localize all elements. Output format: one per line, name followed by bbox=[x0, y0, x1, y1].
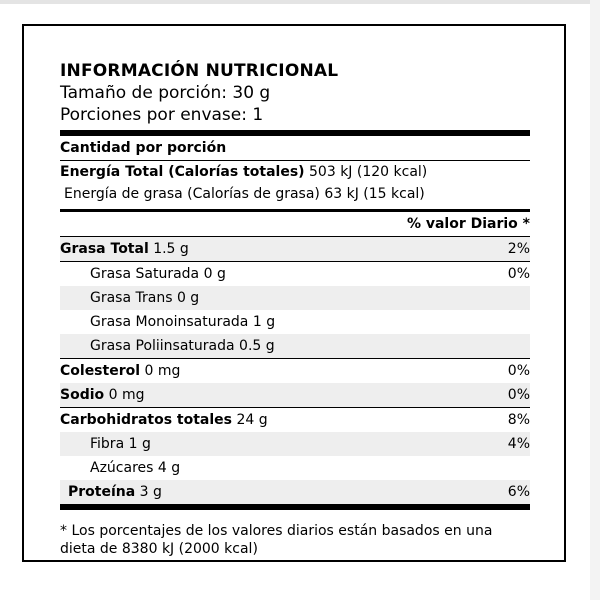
nutrient-label: Grasa Trans 0 g bbox=[90, 290, 200, 306]
nutrient-row-carbohydrates bbox=[60, 408, 530, 432]
nutrient-pct: 4% bbox=[507, 436, 530, 452]
divider-thick-bottom bbox=[60, 504, 530, 510]
nutrition-label-frame bbox=[22, 24, 566, 562]
nutrient-pct: 2% bbox=[507, 241, 530, 257]
nutrient-amount: 1.5 g bbox=[153, 241, 189, 257]
energy-fat-row: Energía de grasa (Calorías de grasa) 63 kJ (15 kcal) bbox=[64, 186, 425, 202]
nutrient-label: Fibra 1 g bbox=[90, 436, 151, 452]
nutrient-pct: 0% bbox=[507, 387, 530, 403]
nutrient-label: Colesterol bbox=[60, 363, 141, 379]
nutrient-amount: 0 mg bbox=[108, 387, 145, 403]
nutrient-pct: 6% bbox=[507, 484, 530, 500]
nutrient-row-fiber bbox=[60, 432, 530, 456]
daily-value-header: % valor Diario * bbox=[60, 212, 530, 237]
nutrient-row-monounsaturated-fat bbox=[60, 310, 530, 334]
nutrient-row-sodium bbox=[60, 383, 530, 408]
nutrient-pct: 8% bbox=[507, 412, 530, 428]
nutrient-amount: 0 mg bbox=[144, 363, 181, 379]
footnote: * Los porcentajes de los valores diarios están basados en una dieta de 8380 kJ (2000 kcal) bbox=[60, 523, 493, 557]
nutrient-amount: 3 g bbox=[139, 484, 162, 500]
nutrient-label: Sodio bbox=[60, 387, 105, 403]
label-title: INFORMACIÓN NUTRICIONAL bbox=[60, 61, 339, 81]
right-edge-strip bbox=[590, 0, 600, 600]
nutrient-label: Carbohidratos totales bbox=[60, 412, 232, 428]
nutrient-row-saturated-fat bbox=[60, 262, 530, 286]
nutrient-row-polyunsaturated-fat bbox=[60, 334, 530, 359]
nutrient-row-sugars bbox=[60, 456, 530, 480]
energy-total-row bbox=[60, 161, 530, 183]
nutrient-row-trans-fat bbox=[60, 286, 530, 310]
servings-per-container: Porciones por envase: 1 bbox=[60, 105, 264, 125]
nutrient-label: Grasa Poliinsaturada 0.5 g bbox=[90, 338, 275, 354]
nutrient-label: Grasa Total bbox=[60, 241, 149, 257]
nutrient-label: Proteína bbox=[68, 484, 136, 500]
energy-total-label: Energía Total (Calorías totales) bbox=[60, 164, 305, 180]
amount-per-serving: Cantidad por porción bbox=[60, 136, 530, 161]
nutrient-pct: 0% bbox=[507, 363, 530, 379]
nutrient-row-cholesterol bbox=[60, 359, 530, 383]
nutrient-row-protein bbox=[60, 480, 530, 504]
nutrition-label-content bbox=[60, 60, 530, 558]
nutrient-label: Grasa Monoinsaturada 1 g bbox=[90, 314, 276, 330]
nutrient-amount: 24 g bbox=[236, 412, 268, 428]
nutrient-pct: 0% bbox=[507, 266, 530, 282]
nutrient-label: Azúcares 4 g bbox=[90, 460, 181, 476]
top-edge-line bbox=[0, 0, 600, 4]
nutrient-label: Grasa Saturada 0 g bbox=[90, 266, 226, 282]
energy-total-value: 503 kJ (120 kcal) bbox=[309, 164, 428, 180]
serving-size: Tamaño de porción: 30 g bbox=[60, 83, 271, 103]
nutrient-row-total-fat bbox=[60, 237, 530, 262]
